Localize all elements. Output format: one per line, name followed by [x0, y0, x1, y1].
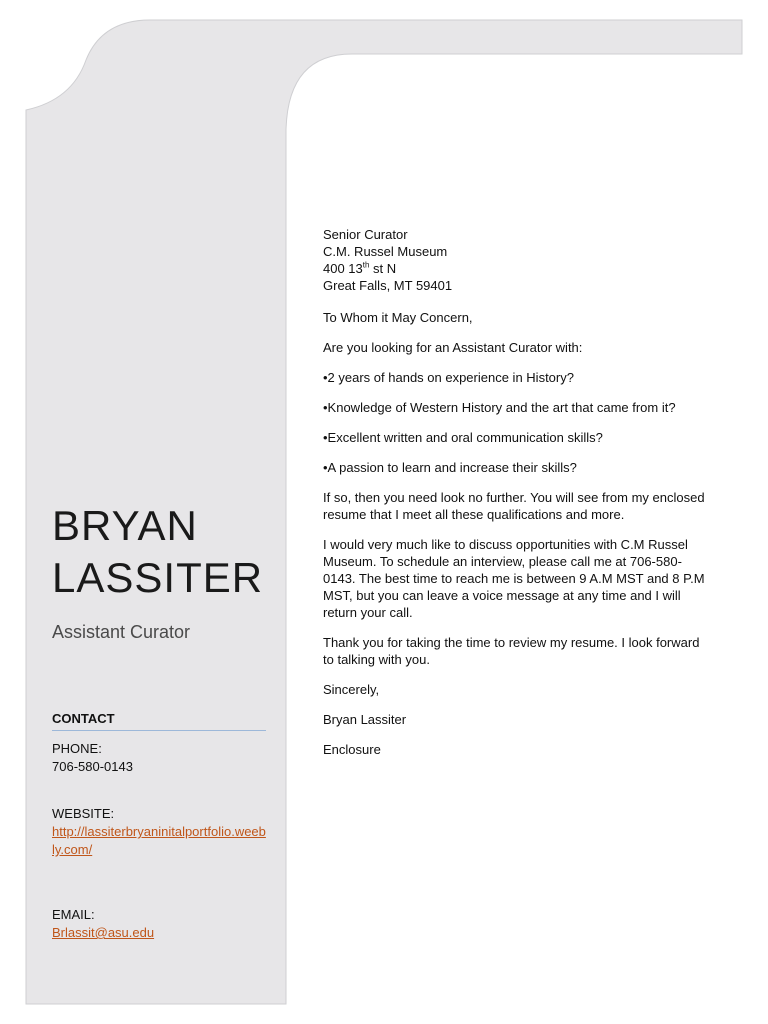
- applicant-name: [52, 500, 263, 604]
- intro-line: Are you looking for an Assistant Curator with:: [323, 340, 583, 355]
- enclosure-note: Enclosure: [323, 742, 381, 757]
- bullet-item: •Excellent written and oral communication skills?: [323, 430, 603, 445]
- website-label: WEBSITE:: [52, 806, 115, 821]
- recipient-address: [323, 226, 713, 294]
- recipient-title: Senior Curator: [323, 227, 408, 242]
- email-link[interactable]: Brlassit@asu.edu: [52, 925, 155, 940]
- street-rest: st N: [369, 261, 397, 276]
- closing: Sincerely,: [323, 682, 380, 697]
- phone-value: 706-580-0143: [52, 759, 133, 774]
- contact-heading: CONTACT: [52, 711, 266, 731]
- recipient-org: C.M. Russel Museum: [323, 244, 448, 259]
- street-number: 400 13: [323, 261, 363, 276]
- cover-letter-body: [323, 226, 713, 771]
- signature: Bryan Lassiter: [323, 712, 407, 727]
- salutation: To Whom it May Concern,: [323, 310, 473, 325]
- email-label: EMAIL:: [52, 907, 95, 922]
- paragraph-thanks: Thank you for taking the time to review my resume. I look forward to talking with you.: [323, 635, 700, 667]
- phone-block: [52, 740, 266, 776]
- bullet-item: •A passion to learn and increase their skills?: [323, 460, 577, 475]
- bullet-item: •Knowledge of Western History and the art that came from it?: [323, 400, 676, 415]
- phone-label: PHONE:: [52, 741, 102, 756]
- email-block: [52, 906, 266, 942]
- recipient-street: [323, 260, 713, 277]
- bullet-item: •2 years of hands on experience in History?: [323, 370, 574, 385]
- website-block: [52, 805, 266, 859]
- paragraph-qualifications: If so, then you need look no further. You will see from my enclosed resume that I meet all these qualifications and more.: [323, 490, 705, 522]
- sidebar: [52, 0, 277, 1024]
- street-ordinal: th: [362, 260, 370, 270]
- last-name: LASSITER: [52, 554, 264, 601]
- website-link[interactable]: http://lassiterbryaninitalportfolio.weebly.com/: [52, 824, 266, 857]
- recipient-city: Great Falls, MT 59401: [323, 278, 453, 293]
- paragraph-interview: I would very much like to discuss opportunities with C.M Russel Museum. To schedule an interview, please call me at 706-580-0143. The best time to reach me is between 9 A.M MST and 8 P.M MST, but you can leave a voice message at any time and I will return your call.: [323, 537, 705, 620]
- first-name: BRYAN: [52, 502, 198, 549]
- job-title: Assistant Curator: [52, 622, 191, 642]
